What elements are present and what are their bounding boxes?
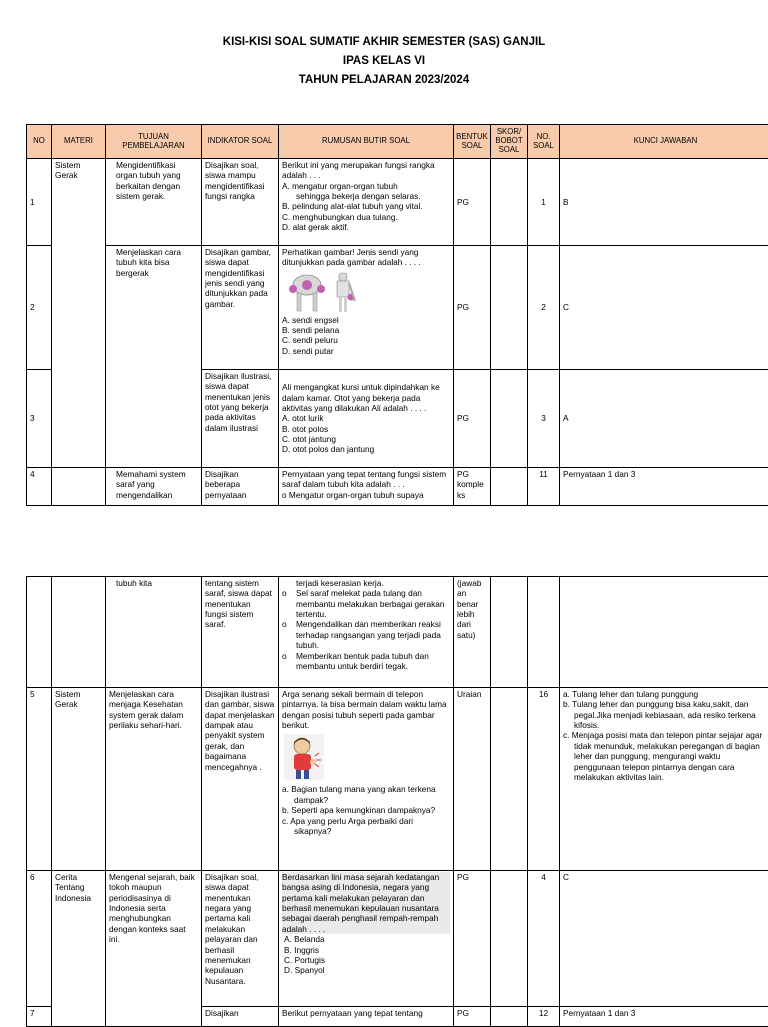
row-3-rumusan (279, 370, 454, 468)
row-2-option-c: C. sendi peluru (282, 335, 450, 345)
row-3-bentuk: PG (454, 370, 491, 468)
row-4b-option-4-item: o Memberikan bentuk pada tubuh dan membantu untuk berdiri tegak. (282, 651, 450, 672)
row-4b-rumusan (279, 577, 454, 688)
row-5-kunci-c: c. Menjaga posisi mata dan telepon pintar sejajar agar tidak menunduk, melakukan peregangan di bagian leher dan punggung, mengurangi waktu penggunaan telepon pintarnya dengan cara melakukan aktivitas lain. (563, 730, 768, 782)
row-6-option-c: C. Portugis (282, 955, 450, 965)
row-4-indikator: Disajikan beberapa pernyataan (202, 468, 279, 506)
row-3-skor (491, 370, 528, 468)
row-5-subq-a-text: a. Bagian tulang mana yang akan terkena dampak? (282, 784, 450, 805)
row-5-bentuk: Uraian (454, 688, 491, 871)
row-5-subq-a (282, 784, 450, 805)
row-6-no: 6 (27, 871, 52, 1007)
header-rumusan: RUMUSAN BUTIR SOAL (279, 125, 454, 159)
row-3-option-d: D. otot polos dan jantung (282, 444, 450, 454)
row-2-rumusan (279, 246, 454, 370)
row-1-option-a: A. mengatur organ-organ tubuh (282, 181, 450, 191)
row-5-tujuan: Menjelaskan cara menjaga Kesehatan system gerak dalam perilaku sehari-hari. (106, 688, 202, 871)
row-5-subq-b (282, 805, 450, 815)
document-year: TAHUN PELAJARAN 2023/2024 (0, 74, 768, 86)
header-bentuk: BENTUK SOAL (454, 125, 491, 159)
row-2-materi (52, 246, 106, 370)
row-5-kunci (560, 688, 768, 871)
child-back-pain-image (284, 734, 324, 780)
row-3-question: Ali mengangkat kursi untuk dipindahkan ke dalam kamar. Otot yang bekerja pada aktivitas yang dilakukan Ali adalah . . . . (282, 382, 450, 413)
row-4-materi (52, 468, 106, 506)
row-4b-materi (52, 577, 106, 688)
row-5-rumusan (279, 688, 454, 871)
row-1-option-d: D. alat gerak aktif. (282, 222, 450, 232)
row-5-nosoal: 16 (528, 688, 560, 871)
row-1-option-c: C. menghubungkan dua tulang. (282, 212, 450, 222)
document-subject: IPAS KELAS VI (0, 55, 768, 67)
header-kunci: KUNCI JAWABAN (560, 125, 768, 159)
row-2-option-a: A. sendi engsel (282, 315, 450, 325)
row-6-option-a: A. Belanda (282, 934, 450, 944)
header-materi: MATERI (52, 125, 106, 159)
row-7-no: 7 (27, 1007, 52, 1027)
row-4b-tujuan: tubuh kita (106, 577, 202, 688)
table-row (27, 688, 768, 871)
row-4b-kunci (560, 577, 768, 688)
row-4b-option-2-item: o Sel saraf melekat pada tulang dan membantu melakukan berbagai gerakan tertentu. (282, 588, 450, 619)
row-5-subq-c (282, 816, 450, 837)
row-6-materi: Cerita Tentang Indonesia (52, 871, 106, 1007)
row-4b-option-1-cont: terjadi keserasian kerja. (282, 578, 450, 588)
row-4b-nosoal (528, 577, 560, 688)
row-2-bentuk: PG (454, 246, 491, 370)
header-skor: SKOR/ BOBOT SOAL (491, 125, 528, 159)
header-tujuan: TUJUAN PEMBELAJARAN (106, 125, 202, 159)
row-6-question: Berdasarkan lini masa sejarah kedatangan bangsa asing di Indonesia, negara yang pertama kali melakukan pelayaran dan berhasil menemukan kepulauan nusantara sebagai daerah penghasil rempah-rempah adalah . . . . (282, 872, 450, 934)
row-5-kunci-b: b. Tulang leher dan punggung bisa kaku,sakit, dan pegal.Jika menjadi kebiasaan, ada resiko terkena kifosis. (563, 699, 768, 730)
row-4-bentuk: PG komple ks (454, 468, 491, 506)
row-7-indikator: Disajikan (202, 1007, 279, 1027)
row-1-nosoal: 1 (528, 159, 560, 246)
row-6-bentuk: PG (454, 871, 491, 1007)
row-2-option-b: B. sendi pelana (282, 325, 450, 335)
row-1-indikator: Disajikan soal, siswa mampu mengidentifikasi fungsi rangka (202, 159, 279, 246)
row-2-option-d: D. sendi putar (282, 346, 450, 356)
row-7-kunci: Pernyataan 1 dan 3 (560, 1007, 768, 1027)
row-4b-option-3-item: o Mengendalikan dan memberikan reaksi terhadap rangsangan yang terjadi pada tubuh. (282, 619, 450, 650)
row-5-subq-c-text: c. Apa yang perlu Arga perbaiki dari sikapnya? (282, 816, 450, 837)
row-2-skor (491, 246, 528, 370)
kisi-kisi-table-page-1 (26, 124, 768, 506)
skeleton-hip-joint-image (285, 271, 357, 313)
row-5-kunci-a: a. Tulang leher dan tulang punggung (563, 689, 768, 699)
row-2-indikator: Disajikan gambar, siswa dapat mengidentifikasi jenis sendi yang ditunjukkan pada gambar. (202, 246, 279, 370)
header-no: NO (27, 125, 52, 159)
row-1-materi: Sistem Gerak (52, 159, 106, 246)
row-4-no: 4 (27, 468, 52, 506)
table-row (27, 370, 768, 468)
row-5-question: Arga senang sekali bermain di telepon pintarnya. Ia bisa bermain dalam waktu lama dengan posisi tubuh seperti pada gambar berikut. (282, 689, 450, 730)
row-6-rumusan (279, 871, 454, 1007)
row-4b-option-4: Memberikan bentuk pada tubuh dan membantu untuk berdiri tegak. (296, 651, 450, 672)
row-3-tujuan (106, 370, 202, 468)
row-6-skor (491, 871, 528, 1007)
row-3-indikator: Disajikan ilustrasi, siswa dapat menentukan jenis otot yang bekerja pada aktivitas dalam ilustrasi (202, 370, 279, 468)
row-1-rumusan (279, 159, 454, 246)
row-1-option-a-cont: sehingga bekerja dengan selaras. (282, 191, 450, 201)
row-4-option-1: o Mengatur organ-organ tubuh supaya (282, 490, 450, 500)
row-4b-indikator: tentang sistem saraf, siswa dapat menentukan fungsi sistem saraf. (202, 577, 279, 688)
row-3-materi (52, 370, 106, 468)
header-indikator: INDIKATOR SOAL (202, 125, 279, 159)
row-3-option-a: A. otot lurik (282, 413, 450, 423)
row-1-kunci: B (560, 159, 768, 246)
row-1-option-b: B. pelindung alat-alat tubuh yang vital. (282, 201, 450, 211)
table-row (27, 577, 768, 688)
row-4-nosoal: 11 (528, 468, 560, 506)
row-1-tujuan: Mengidentifikasi organ tubuh yang berkaitan dengan sistem gerak. (106, 159, 202, 246)
row-6-option-b: B. Inggris (282, 945, 450, 955)
row-4b-skor (491, 577, 528, 688)
row-4-question: Pernyataan yang tepat tentang fungsi sistem saraf dalam tubuh kita adalah . . . (282, 469, 450, 490)
row-4-rumusan (279, 468, 454, 506)
row-4b-option-2: Sel saraf melekat pada tulang dan membantu melakukan berbagai gerakan tertentu. (296, 588, 450, 619)
row-7-rumusan: Berikut pernyataan yang tepat tentang (279, 1007, 454, 1027)
row-5-subq-b-text: b. Seperti apa kemungkinan dampaknya? (282, 805, 435, 815)
document-title: KISI-KISI SOAL SUMATIF AKHIR SEMESTER (SAS) GANJIL (0, 36, 768, 48)
row-6-nosoal: 4 (528, 871, 560, 1007)
row-3-no: 3 (27, 370, 52, 468)
row-5-materi: Sistem Gerak (52, 688, 106, 871)
row-3-option-b: B. otot polos (282, 424, 450, 434)
table-row (27, 246, 768, 370)
row-4b-no (27, 577, 52, 688)
row-2-question: Perhatikan gambar! Jenis sendi yang ditunjukkan pada gambar adalah . . . . (282, 247, 450, 268)
row-4-tujuan: Memahami system saraf yang mengendalikan (106, 468, 202, 506)
row-3-option-c: C. otot jantung (282, 434, 450, 444)
row-2-no: 2 (27, 246, 52, 370)
row-7-nosoal: 12 (528, 1007, 560, 1027)
row-5-indikator: Disajikan ilustrasi dan gambar, siswa dapat menjelaskan dampak atau penyakit system gerak, dan bagaimana mencegahnya . (202, 688, 279, 871)
row-4b-bentuk: (jawab an benar lebih dari satu) (454, 577, 491, 688)
table-row (27, 871, 768, 1007)
row-3-kunci: A (560, 370, 768, 468)
row-4-kunci: Pernyataan 1 dan 3 (560, 468, 768, 506)
kisi-kisi-table-page-2 (26, 576, 768, 1027)
table-header-row (27, 125, 768, 159)
row-6-tujuan: Mengenal sejarah, baik tokoh maupun periodisasinya di Indonesia serta menghubungkan dengan konteks saat ini. (106, 871, 202, 1007)
row-4-skor (491, 468, 528, 506)
row-1-bentuk: PG (454, 159, 491, 246)
table-row (27, 159, 768, 246)
row-6-kunci: C (560, 871, 768, 1007)
row-4b-option-3: Mengendalikan dan memberikan reaksi terhadap rangsangan yang terjadi pada tubuh. (296, 619, 450, 650)
row-1-no: 1 (27, 159, 52, 246)
row-6-indikator: Disajikan soal, siswa dapat menentukan negara yang pertama kali melakukan pelayaran dan berhasil menemukan kepulauan Nusantara. (202, 871, 279, 1007)
row-2-tujuan: Menjelaskan cara tubuh kita bisa bergerak (106, 246, 202, 370)
row-2-kunci: C (560, 246, 768, 370)
table-row (27, 468, 768, 506)
row-3-nosoal: 3 (528, 370, 560, 468)
row-5-no: 5 (27, 688, 52, 871)
row-1-question: Berikut ini yang merupakan fungsi rangka adalah . . . (282, 160, 450, 181)
row-7-bentuk: PG (454, 1007, 491, 1027)
row-6-option-d: D. Spanyol (282, 965, 450, 975)
row-1-skor (491, 159, 528, 246)
row-2-nosoal: 2 (528, 246, 560, 370)
header-nosoal: NO. SOAL (528, 125, 560, 159)
row-5-skor (491, 688, 528, 871)
